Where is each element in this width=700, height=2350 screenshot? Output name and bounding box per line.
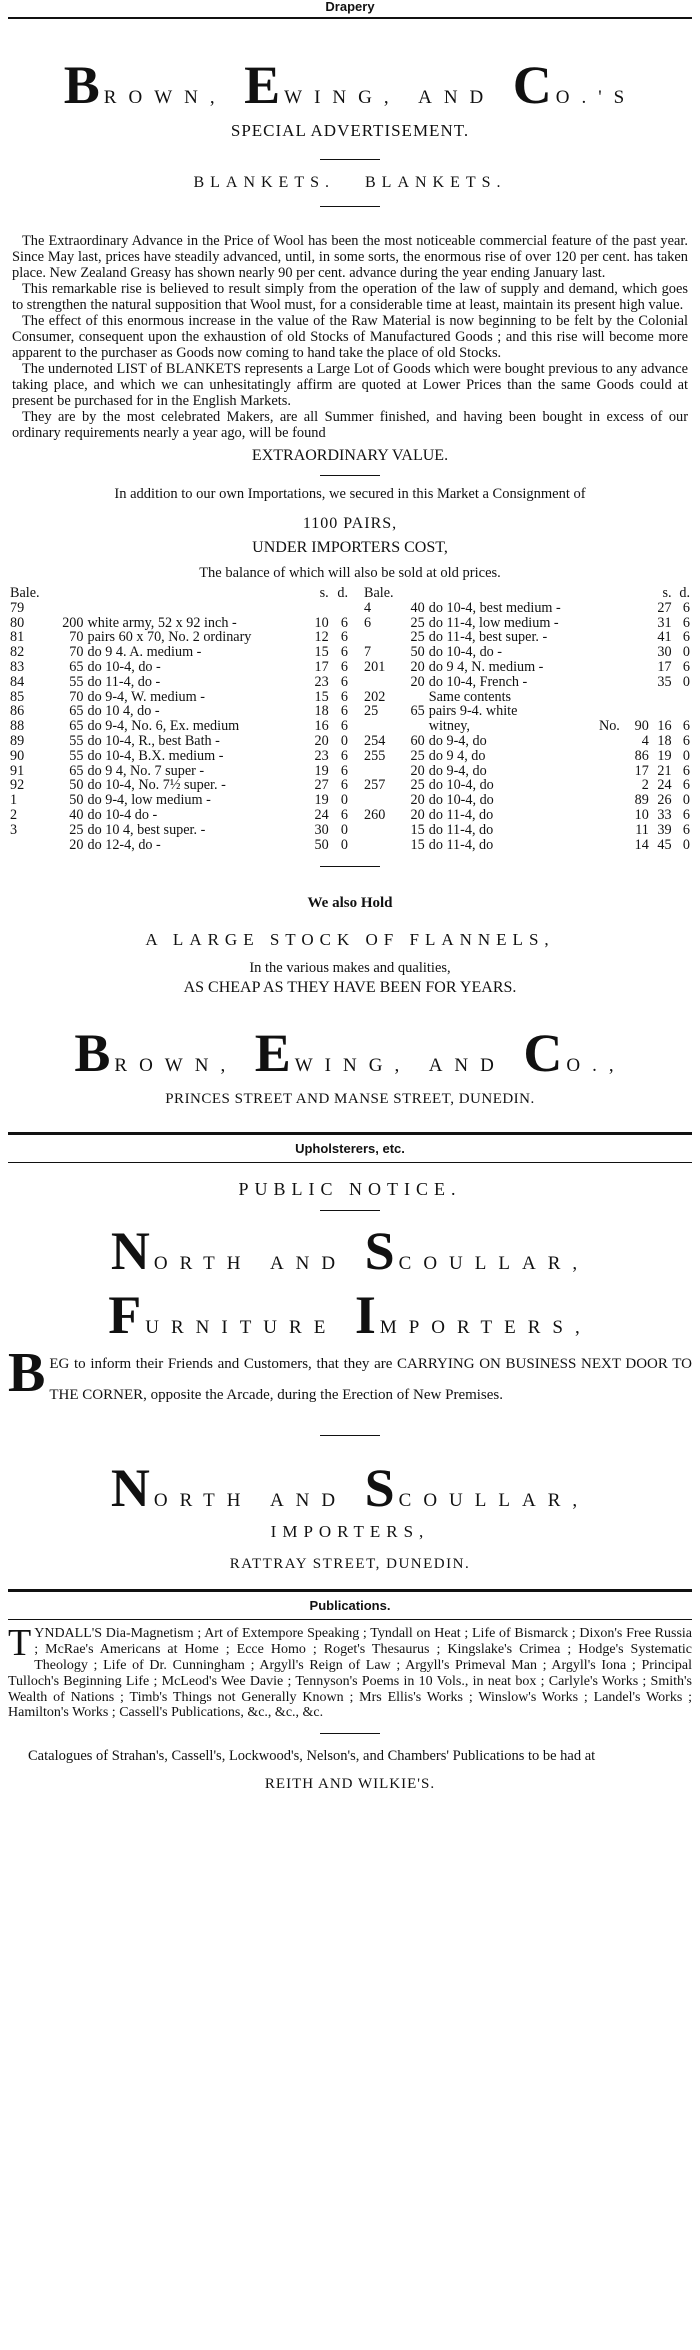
catalogues-text: Catalogues of Strahan's, Cassell's, Lockwood's, Nelson's, and Chambers' Publications to be had at (28, 1748, 596, 1765)
table-row (8, 793, 350, 808)
table-cell: 20 (314, 732, 329, 749)
table-cell: 84 (10, 673, 25, 690)
col-d: d. (337, 585, 348, 601)
addition-text: In addition to our own Importations, we secured in this Market a Consignment of (114, 486, 586, 502)
table-cell: 260 (364, 806, 386, 823)
table-cell (628, 704, 651, 719)
firm-title: BROWN, EWING, AND CO., (74, 1023, 626, 1084)
table-cell: 18 (657, 732, 672, 749)
table-cell: do 9-4, No. 6, Ex. medium (87, 718, 240, 735)
table-cell: 60 (410, 732, 425, 749)
table-cell: 0 (340, 821, 348, 838)
table-cell: 55 (69, 747, 84, 764)
table-cell: 201 (364, 658, 386, 675)
table-cell: 65 (69, 658, 84, 675)
table-cell: 88 (10, 718, 25, 735)
table-row (8, 660, 350, 675)
table-row (362, 823, 692, 838)
table-cell: 6 (682, 599, 690, 616)
table-cell (362, 719, 404, 734)
table-cell: 50 (314, 836, 329, 853)
importers-heading: IMPORTERS, (270, 1522, 430, 1542)
table-cell: 15 (314, 644, 329, 661)
table-cell: do 10-4, do - (428, 644, 503, 661)
table-header (362, 586, 692, 601)
table-cell: 80 (10, 614, 25, 631)
table-row (362, 719, 692, 734)
table-cell: 200 (62, 614, 84, 631)
table-cell: 89 (10, 732, 25, 749)
table-row (8, 675, 350, 690)
table-cell (8, 838, 52, 853)
table-cell: 33 (657, 806, 672, 823)
table-cell: 6 (340, 614, 348, 631)
table-cell: 0 (682, 792, 690, 809)
table-cell: 26 (657, 792, 672, 809)
table-cell (362, 793, 404, 808)
table-cell: do 10-4, do - (87, 658, 161, 675)
table-cell: 41 (657, 629, 672, 646)
table-cell: 0 (682, 747, 690, 764)
divider (8, 1162, 692, 1163)
table-cell: 20 (410, 806, 425, 823)
table-cell (597, 630, 628, 645)
table-cell (362, 675, 404, 690)
table-cell: do 9-4, do (428, 732, 487, 749)
table-cell: 82 (10, 644, 25, 661)
table-cell: pairs 60 x 70, No. 2 ordinary (87, 629, 252, 646)
table-cell: 11 (635, 821, 649, 838)
table-cell (404, 719, 427, 734)
table-cell: do 9-4, W. medium - (87, 688, 205, 705)
table-cell: 12 (314, 629, 329, 646)
table-cell: 254 (364, 732, 386, 749)
balance-text: The balance of which will also be sold at old prices. (199, 565, 501, 581)
table-cell: do 10-4, best medium - (428, 599, 561, 616)
table-cell: do 10-4, No. 7½ super. - (87, 777, 226, 794)
table-cell: do 9 4, No. 7 super - (87, 762, 205, 779)
table-cell (597, 823, 628, 838)
table-cell: 0 (682, 836, 690, 853)
blanket-table-left (8, 586, 350, 852)
table-cell: do 11-4, do (428, 806, 494, 823)
table-cell: 70 (69, 644, 84, 661)
divider (320, 1435, 380, 1436)
table-cell: 25 (410, 614, 425, 631)
divider (320, 206, 380, 207)
table-cell: 25 (410, 629, 425, 646)
table-cell: 4 (364, 599, 372, 616)
table-row (362, 675, 692, 690)
table-cell: do 11-4, do - (87, 673, 161, 690)
table-row (362, 645, 692, 660)
table-cell (362, 838, 404, 853)
firm-title: BROWN, EWING, AND CO.'S (63, 55, 637, 115)
table-cell: 20 (410, 762, 425, 779)
table-cell: 17 (657, 658, 672, 675)
table-cell: 6 (682, 762, 690, 779)
paragraph: They are by the most celebrated Makers, are all Summer finished, and having been bought in excess of our ordinary requirements nearly a year ago, will be found (12, 409, 688, 441)
furniture-importers-title: FURNITURE IMPORTERS, (108, 1285, 592, 1346)
table-cell (307, 601, 331, 616)
table-cell: 16 (314, 718, 329, 735)
table-cell: do 11-4, do (428, 821, 494, 838)
table-cell: 6 (682, 806, 690, 823)
table-cell (597, 793, 628, 808)
table-cell (597, 808, 628, 823)
divider (320, 1210, 380, 1211)
table-row (362, 793, 692, 808)
table-cell: 70 (69, 688, 84, 705)
table-cell: 83 (10, 658, 25, 675)
table-cell (597, 645, 628, 660)
table-row (362, 704, 692, 719)
table-cell (597, 601, 628, 616)
table-cell (362, 823, 404, 838)
divider (320, 1733, 380, 1734)
table-row (8, 764, 350, 779)
table-cell (597, 690, 628, 705)
table-cell: do 12-4, do - (87, 836, 161, 853)
section-label-publications: Publications. (309, 1598, 391, 1614)
table-cell: 14 (634, 836, 649, 853)
table-cell: 15 (314, 688, 329, 705)
table-cell: 6 (682, 614, 690, 631)
table-cell: do 11-4, do (428, 836, 494, 853)
table-cell: 79 (10, 599, 25, 616)
table-cell: 35 (657, 673, 672, 690)
table-cell (628, 660, 651, 675)
table-cell: 17 (314, 658, 329, 675)
col-s: s. (319, 585, 329, 601)
paragraph: The effect of this enormous increase in the value of the Raw Material is now beginning to be felt by the Colonial Consumer, consequent upon the exhaustion of old Stocks of Manufactured Goods ; and this rise will become more apparent to the purchaser as Goods now coming to hand take the place of old Stocks. (12, 313, 688, 361)
table-cell: 30 (314, 821, 329, 838)
table-cell: 6 (340, 762, 348, 779)
table-cell: 27 (314, 777, 329, 794)
publications-body (8, 1622, 692, 1721)
table-row (8, 734, 350, 749)
table-cell: do 11-4, best super. - (428, 629, 548, 646)
table-cell (628, 616, 651, 631)
table-row (8, 778, 350, 793)
table-row (362, 838, 692, 853)
table-cell: 15 (410, 836, 425, 853)
table-row (8, 690, 350, 705)
table-cell: 202 (364, 688, 386, 705)
table-cell: 3 (10, 821, 18, 838)
drapery-address: PRINCES STREET AND MANSE STREET, DUNEDIN. (165, 1091, 535, 1108)
table-row (362, 660, 692, 675)
col-s: s. (662, 585, 672, 601)
col-d: d. (679, 585, 690, 601)
table-cell (597, 778, 628, 793)
table-cell: 39 (657, 821, 672, 838)
table-cell (651, 704, 674, 719)
table-cell: 6 (682, 732, 690, 749)
table-cell: 85 (10, 688, 25, 705)
table-cell: 55 (69, 732, 84, 749)
table-cell: 19 (657, 747, 672, 764)
table-cell (404, 690, 427, 705)
table-cell: do 10-4, B.X. medium - (87, 747, 224, 764)
table-cell: 1 (10, 792, 18, 809)
table-cell: 20 (69, 836, 84, 853)
table-cell: 257 (364, 777, 386, 794)
various-text: In the various makes and qualities, (249, 960, 451, 977)
table-cell: witney, (428, 718, 470, 735)
table-cell: pairs 9-4. white (428, 703, 518, 720)
table-cell: 6 (340, 777, 348, 794)
table-cell: 65 (69, 718, 84, 735)
table-row (8, 749, 350, 764)
table-cell: Same contents (428, 688, 512, 705)
table-cell (362, 764, 404, 779)
notice-text: EG to inform their Friends and Customers, that they are CARRYING ON BUSINESS NEXT DOOR TO THE CORNER, opposite the Arcade, during the Erection of New Premises. (49, 1356, 692, 1404)
table-row (362, 778, 692, 793)
table-row (8, 838, 350, 853)
publisher-firm: REITH AND WILKIE'S. (264, 1776, 436, 1793)
table-cell: 65 (410, 703, 425, 720)
table-cell: 6 (340, 747, 348, 764)
drop-cap: T (8, 1622, 32, 1665)
table-cell: No. (598, 718, 620, 735)
intro-text (8, 233, 692, 441)
divider (320, 866, 380, 867)
table-cell: do 9-4, low medium - (87, 792, 211, 809)
table-cell: 15 (410, 821, 425, 838)
table-cell: 90 (10, 747, 25, 764)
table-cell: 86 (10, 703, 25, 720)
table-cell (597, 616, 628, 631)
table-cell: do 10-4, do (428, 777, 494, 794)
table-cell (628, 645, 651, 660)
cheap-heading: AS CHEAP AS THEY HAVE BEEN FOR YEARS. (183, 979, 517, 997)
table-cell: do 10-4, R., best Bath - (87, 732, 220, 749)
table-row (362, 734, 692, 749)
under-cost-heading: UNDER IMPORTERS COST, (252, 539, 448, 556)
table-cell: 40 (69, 806, 84, 823)
table-cell: 30 (657, 644, 672, 661)
table-cell: 19 (314, 762, 329, 779)
table-cell: 50 (69, 792, 84, 809)
divider (8, 1132, 692, 1135)
table-cell: 19 (314, 792, 329, 809)
table-cell: 7 (364, 644, 372, 661)
table-cell: 21 (657, 762, 672, 779)
table-cell (628, 675, 651, 690)
table-cell: 0 (340, 792, 348, 809)
table-cell: 90 (634, 718, 649, 735)
table-cell: do 9-4, do (428, 762, 487, 779)
table-row (8, 630, 350, 645)
table-cell (597, 764, 628, 779)
divider (8, 1619, 692, 1620)
table-row (362, 808, 692, 823)
table-row (8, 719, 350, 734)
table-cell: do 11-4, low medium - (428, 614, 559, 631)
divider (320, 159, 380, 160)
table-cell (331, 601, 350, 616)
table-cell: 6 (682, 821, 690, 838)
table-cell (597, 749, 628, 764)
table-row (8, 645, 350, 660)
north-scoullar-title: NORTH AND SCOULLAR, (110, 1458, 590, 1519)
north-scoullar-title: NORTH AND SCOULLAR, (110, 1221, 590, 1282)
table-cell: 65 (69, 762, 84, 779)
table-row (362, 616, 692, 631)
table-row (362, 630, 692, 645)
table-cell (597, 704, 628, 719)
table-cell: do 9 4, do (428, 747, 486, 764)
special-heading: SPECIAL ADVERTISEMENT. (230, 121, 470, 140)
table-cell: 6 (340, 673, 348, 690)
table-cell: 70 (69, 629, 84, 646)
table-cell (674, 704, 692, 719)
table-cell: 4 (641, 732, 649, 749)
table-cell: 24 (314, 806, 329, 823)
table-cell: 25 (410, 747, 425, 764)
table-cell: 6 (340, 658, 348, 675)
col-bale: Bale. (10, 585, 40, 601)
table-cell: 17 (634, 762, 649, 779)
we-also-hold: We also Hold (307, 895, 393, 912)
section-label-upholsterers: Upholsterers, etc. (295, 1141, 405, 1157)
table-cell: do 10 4, do - (87, 703, 160, 720)
table-cell: 2 (641, 777, 649, 794)
table-cell: 2 (10, 806, 18, 823)
table-cell: 18 (314, 703, 329, 720)
paragraph: The undernoted LIST of BLANKETS represents a Large Lot of Goods which were bought previous to any advance taking place, and which we can unhesitatingly affirm are quoted at Lower Prices than the same Goods could at present be purchased for in the English Markets. (12, 361, 688, 409)
table-cell (628, 630, 651, 645)
notice-body (8, 1342, 692, 1411)
table-cell: 6 (340, 806, 348, 823)
table-row (8, 704, 350, 719)
blanket-table-right (362, 586, 692, 852)
table-cell: 6 (340, 718, 348, 735)
table-cell: 81 (10, 629, 25, 646)
table-header (8, 586, 350, 601)
upholsterers-address: RATTRAY STREET, DUNEDIN. (229, 1556, 471, 1573)
table-cell: 50 (410, 644, 425, 661)
pairs-heading: 1100 PAIRS, (302, 515, 398, 532)
table-cell: 92 (10, 777, 25, 794)
table-cell: 6 (364, 614, 372, 631)
blankets-heading: BLANKETS. BLANKETS. (193, 174, 507, 191)
table-cell (597, 734, 628, 749)
table-cell: 10 (634, 806, 649, 823)
table-cell: 23 (314, 673, 329, 690)
table-row (8, 616, 350, 631)
section-label-drapery: Drapery (325, 0, 375, 14)
table-cell: 20 (410, 658, 425, 675)
table-cell: 23 (314, 747, 329, 764)
table-cell: 55 (69, 673, 84, 690)
table-cell: 10 (314, 614, 329, 631)
table-cell: do 9 4, N. medium - (428, 658, 544, 675)
paragraph: This remarkable rise is believed to result simply from the operation of the law of supply and demand, which goes to strengthen the natural supposition that Wool must, for a considerable time at least, maintain its present high value. (12, 281, 688, 313)
table-cell (52, 601, 85, 616)
publications-list: YNDALL'S Dia-Magnetism ; Art of Extempore Speaking ; Tyndall on Heat ; Life of Bismarck ; Dixon's Free Russia ; McRae's Americans at Home ; Ecce Homo ; Roget's Thesaurus ; Kingslake's Crimea ; Hodge's Systematic Theology ; Life of Dr. Cunningham ; Argyll's Reign of Law ; Argyll's Primeval Man ; Argyll's Iona ; Principal Tulloch's Beginning Life ; McLeod's Wee Davie ; Tennyson's Poems in 10 Vols., in neat box ; Carlyle's Works ; Smith's Wealth of Nations ; Timb's Things not Generally Known ; Mrs Ellis's Works ; Winslow's Works ; Landel's Works ; Hamilton's Works ; Cassell's Publications, &c., &c., &c. (8, 1626, 692, 1721)
table-cell: 0 (340, 732, 348, 749)
table-cell (651, 690, 674, 705)
table-cell: 27 (657, 599, 672, 616)
table-cell (628, 601, 651, 616)
table-cell: 255 (364, 747, 386, 764)
col-bale: Bale. (364, 585, 394, 601)
table-cell: 25 (364, 703, 379, 720)
table-cell: 91 (10, 762, 25, 779)
blanket-list (8, 586, 692, 852)
table-cell: 6 (340, 688, 348, 705)
flannels-heading: A LARGE STOCK OF FLANNELS, (145, 930, 555, 950)
table-cell: 86 (634, 747, 649, 764)
table-cell: 20 (410, 673, 425, 690)
table-cell: 89 (634, 792, 649, 809)
table-cell: do 9 4. A. medium - (87, 644, 202, 661)
table-cell: 6 (682, 777, 690, 794)
table-cell (85, 601, 306, 616)
table-cell: do 10 4, best super. - (87, 821, 206, 838)
table-cell: do 10-4 do - (87, 806, 158, 823)
table-cell (674, 690, 692, 705)
divider (8, 1589, 692, 1592)
table-cell (597, 660, 628, 675)
table-cell: 25 (410, 777, 425, 794)
table-cell: 0 (682, 644, 690, 661)
table-cell (597, 838, 628, 853)
table-row (362, 601, 692, 616)
table-cell: 25 (69, 821, 84, 838)
table-row (362, 764, 692, 779)
table-cell: 6 (682, 629, 690, 646)
public-notice-heading: PUBLIC NOTICE. (238, 1179, 462, 1200)
table-cell: 31 (657, 614, 672, 631)
table-cell: white army, 52 x 92 inch - (87, 614, 237, 631)
table-cell: 20 (410, 792, 425, 809)
table-cell: 6 (340, 703, 348, 720)
table-cell: 45 (657, 836, 672, 853)
table-cell: do 10-4, do (428, 792, 494, 809)
table-cell: 16 (657, 718, 672, 735)
table-cell: 50 (69, 777, 84, 794)
extraordinary-heading: EXTRAORDINARY VALUE. (251, 447, 449, 464)
table-cell: 6 (340, 644, 348, 661)
table-cell (628, 690, 651, 705)
paragraph: The Extraordinary Advance in the Price of Wool has been the most noticeable commercial feature of the past year. Since May last, prices have steadily advanced, until, in some sorts, the enormous rise of over 120 per cent. has taken place. New Zealand Greasy has shown nearly 90 per cent. advance during the year ending January last. (12, 233, 688, 281)
table-cell: 6 (340, 629, 348, 646)
table-cell: 0 (682, 673, 690, 690)
table-row (362, 690, 692, 705)
table-cell: do 10-4, French - (428, 673, 528, 690)
table-row (8, 808, 350, 823)
table-cell (362, 630, 404, 645)
divider (320, 475, 380, 476)
table-cell: 6 (682, 658, 690, 675)
drop-cap: B (8, 1342, 46, 1405)
divider (8, 17, 692, 19)
table-cell: 0 (340, 836, 348, 853)
table-row (8, 823, 350, 838)
table-cell: 6 (682, 718, 690, 735)
table-cell: 65 (69, 703, 84, 720)
table-cell: 40 (410, 599, 425, 616)
table-cell (597, 675, 628, 690)
table-cell: 24 (657, 777, 672, 794)
table-row (362, 749, 692, 764)
table-row (8, 601, 350, 616)
